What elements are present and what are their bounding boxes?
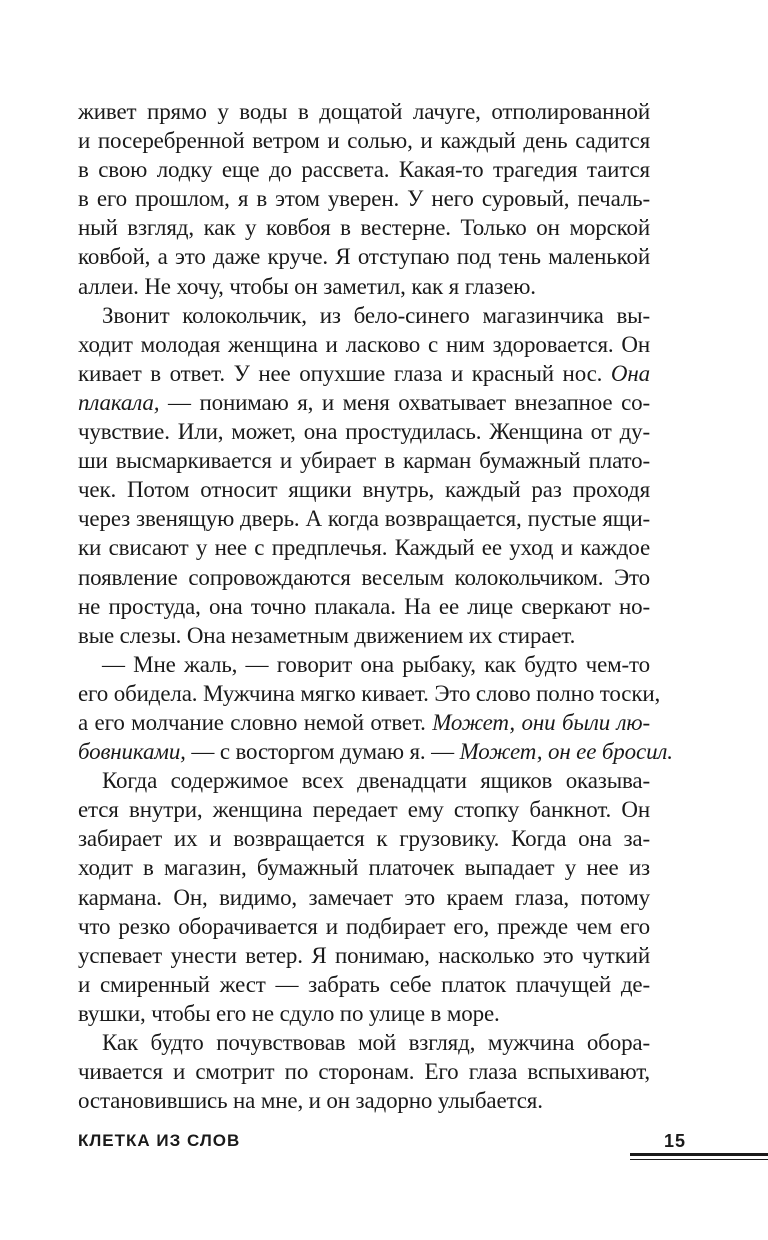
line-text: забирает их и возвращается к грузовику. Когда она за- — [78, 826, 650, 852]
italic-text: Может, он ее бросил. — [459, 739, 673, 765]
text-line — [78, 999, 650, 1028]
line-text: Когда содержимое всех двенадцати ящиков оказыва- — [102, 768, 650, 794]
text-line — [78, 213, 650, 242]
body-text — [78, 97, 673, 1115]
line-text: и посеребренной ветром и солью, и каждый день садится — [78, 128, 650, 154]
italic-text: плакала, — [78, 389, 160, 415]
line-text: ходит в магазин, бумажный платочек выпадает у нее из — [78, 855, 650, 881]
text-line — [78, 126, 650, 155]
line-text: кармана. Он, видимо, замечает это краем глаза, потому — [78, 884, 650, 910]
text-line — [78, 1086, 650, 1115]
page-number: 15 — [664, 1131, 687, 1151]
text-line — [78, 883, 650, 912]
line-text: в свою лодку еще до рассвета. Какая-то трагедия таится — [78, 157, 650, 183]
line-text: и смиренный жест — забрать себе платок плачущей де- — [78, 971, 650, 997]
text-line — [78, 446, 650, 475]
text-line — [78, 1057, 650, 1086]
line-text: чек. Потом относит ящики внутрь, каждый раз проходя — [78, 477, 650, 503]
line-text: ковбой, а это даже круче. Я отступаю под тень маленькой — [78, 244, 650, 270]
text-line — [78, 592, 650, 621]
text-line — [78, 1028, 650, 1057]
line-text: успевает унести ветер. Я понимаю, насколько это чуткий — [78, 942, 650, 968]
text-line — [78, 563, 650, 592]
line-text: его обидела. Мужчина мягко кивает. Это слово полно тоски, — [78, 680, 661, 706]
text-line — [78, 301, 650, 330]
line-text: — понимаю я, и меня охватывает внезапное со- — [159, 389, 650, 415]
line-text: — Мне жаль, — говорит она рыбаку, как будто чем-то — [102, 651, 650, 677]
text-line — [78, 621, 650, 650]
text-line — [78, 853, 650, 882]
text-line — [78, 97, 650, 126]
text-line — [78, 184, 650, 213]
text-line — [78, 242, 650, 271]
line-text: ходит молодая женщина и ласково с ним здоровается. Он — [78, 331, 650, 357]
line-text: не простуда, она точно плакала. На ее лице сверкают но- — [78, 593, 650, 619]
line-text: кивает в ответ. У нее опухшие глаза и красный нос. — [78, 360, 611, 386]
line-text: остановившись на мне, и он задорно улыбается. — [78, 1088, 543, 1114]
line-text: ки свисают у нее с предплечья. Каждый ее уход и каждое — [78, 535, 650, 561]
text-line — [78, 737, 673, 766]
text-line — [78, 272, 650, 301]
text-line — [78, 795, 650, 824]
text-line — [78, 155, 650, 184]
text-line — [78, 708, 650, 737]
line-text: ши высмаркивается и убирает в карман бумажный плато- — [78, 448, 650, 474]
text-line — [78, 970, 650, 999]
line-text: живет прямо у воды в дощатой лачуге, отполированной — [78, 99, 650, 124]
footer-rule-thin — [630, 1159, 768, 1160]
line-text: ный взгляд, как у ковбоя в вестерне. Только он морской — [78, 215, 650, 241]
line-text: через звенящую дверь. А когда возвращается, пустые ящи- — [78, 506, 650, 532]
line-text: что резко оборачивается и подбирает его, прежде чем его — [78, 913, 650, 939]
line-text: Звонит колокольчик, из бело-синего магазинчика вы- — [102, 302, 650, 328]
footer-rule-thick — [630, 1153, 768, 1156]
italic-text: Она — [610, 360, 650, 386]
text-line — [78, 912, 650, 941]
line-text: появление сопровождаются веселым колокольчиком. Это — [78, 564, 650, 590]
text-line — [78, 533, 650, 562]
text-line — [78, 504, 650, 533]
line-text: вые слезы. Она незаметным движением их стирает. — [78, 622, 576, 648]
text-line — [78, 475, 650, 504]
line-text: а его молчание словно немой ответ. — [78, 709, 433, 735]
line-text: ется внутри, женщина передает ему стопку банкнот. Он — [78, 797, 650, 823]
line-text: аллеи. Не хочу, чтобы он заметил, как я глазею. — [78, 273, 536, 299]
line-text: Как будто почувствовав мой взгляд, мужчина обора- — [102, 1030, 650, 1055]
italic-text: бовниками, — [78, 739, 186, 765]
text-line — [78, 941, 650, 970]
text-line — [78, 650, 650, 679]
italic-text: Может, они были лю- — [432, 709, 650, 735]
line-text: — с восторгом думаю я. — — [185, 739, 460, 765]
running-footer-title: КЛЕТКА ИЗ СЛОВ — [78, 1131, 241, 1150]
line-text: чувствие. Или, может, она простудилась. Женщина от ду- — [78, 419, 650, 445]
line-text: в его прошлом, я в этом уверен. У него суровый, печаль- — [78, 186, 650, 212]
text-line — [78, 359, 650, 388]
text-line — [78, 824, 650, 853]
line-text: чивается и смотрит по сторонам. Его глаза вспыхивают, — [78, 1059, 650, 1085]
text-line — [78, 417, 650, 446]
text-line — [78, 330, 650, 359]
text-line — [78, 388, 650, 417]
text-line — [78, 766, 650, 795]
text-line — [78, 679, 661, 708]
line-text: вушки, чтобы его не сдуло по улице в море. — [78, 1000, 500, 1026]
